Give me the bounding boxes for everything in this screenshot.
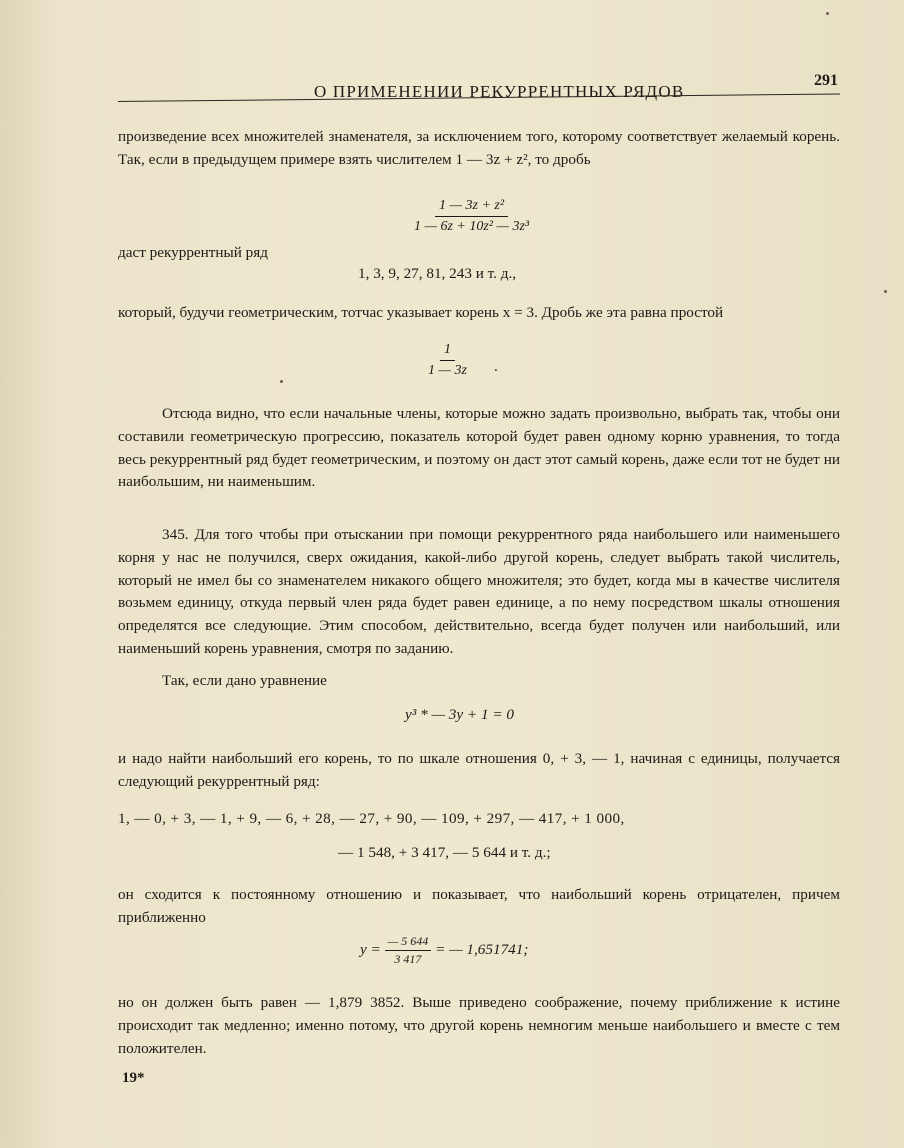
series-2-line-2: — 1 548, + 3 417, — 5 644 и т. д.; [338, 844, 551, 861]
equation-2 [360, 934, 528, 967]
paragraph-2: даст рекуррентный ряд [118, 244, 268, 261]
paragraph-7: и надо найти наибольший его корень, то по шкале отношения 0, + 3, — 1, начиная с единицы, получается следующий рекуррентный ряд: [118, 750, 840, 790]
header-title: О ПРИМЕНЕНИИ РЕКУРРЕНТНЫХ РЯДОВ [314, 82, 685, 101]
paper-speck [826, 12, 829, 15]
paragraph-6: Так, если дано уравнение [162, 672, 327, 689]
fraction-2-denominator: 1 — 3z [428, 363, 467, 378]
paragraph-5: 345. Для того чтобы при отыскании при помощи рекуррентного ряда наибольшего или наименьшего корня у нас не получился, сверх ожидания, какой-либо другой корень, следует выбрать такой числитель, который не имел бы со знаменателем никакого общего множителя; это будет, когда мы в качестве числителя возьмем единицу, откуда первый член ряда будет равен единице, а по нему посредством шкалы отношения определятся все следующие. Этим способом, действительно, всегда будет получен или наибольший, или наименьший корень уравнения, смотря по заданию. [118, 526, 840, 657]
equation-2-denominator: 3 417 [394, 952, 422, 966]
paragraph-9: но он должен быть равен — 1,879 3852. Выше приведено соображение, почему приближение к истине происходит так медленно; именно потому, что другой корень немногим меньше наибольшего и вместе с тем положителен. [118, 994, 840, 1057]
paragraph-1: произведение всех множителей знаменателя, за исключением того, которому соответствует желаемый корень. Так, если в предыдущем примере взять числителем 1 — 3z + z², то дробь [118, 128, 840, 168]
paragraph-8: он сходится к постоянному отношению и показывает, что наибольший корень отрицателен, причем приближенно [118, 886, 840, 926]
fraction-2-numerator: 1 [440, 342, 455, 361]
paragraph-4: Отсюда видно, что если начальные члены, которые можно задать произвольно, выбрать так, чтобы они составили геометрическую прогрессию, показатель которой будет равен одному корню уравнения, то тогда весь рекуррентный ряд будет геометрическим, и поэтому он даст этот самый корень, даже если тот не будет ни наибольшим, ни наименьшим. [118, 405, 840, 491]
fraction-1-denominator: 1 — 6z + 10z² — 3z³ [414, 219, 530, 234]
paragraph-3: который, будучи геометрическим, тотчас указывает корень x = 3. Дробь же эта равна простой [118, 304, 724, 321]
equation-2-rhs: = — 1,651741; [435, 940, 529, 958]
fraction-2-period: . [494, 358, 498, 375]
series-2-line-1: 1, — 0, + 3, — 1, + 9, — 6, + 28, — 27, + 90, — 109, + 297, — 417, + 1 000, [118, 810, 625, 827]
equation-2-lhs: y = [360, 940, 381, 958]
paper-speck [280, 380, 283, 383]
fraction-1 [410, 198, 533, 235]
fraction-1-numerator: 1 — 3z + z² [435, 198, 508, 217]
fraction-2 [424, 342, 471, 379]
paper-speck [884, 290, 887, 293]
page-number: 291 [814, 72, 838, 89]
equation-1: y³ * — 3y + 1 = 0 [405, 706, 514, 723]
running-header [118, 72, 838, 106]
printer-signature: 19* [122, 1070, 145, 1086]
equation-2-numerator: — 5 644 [385, 934, 432, 951]
series-1: 1, 3, 9, 27, 81, 243 и т. д., [358, 265, 517, 282]
equation-2-fraction [385, 934, 432, 967]
